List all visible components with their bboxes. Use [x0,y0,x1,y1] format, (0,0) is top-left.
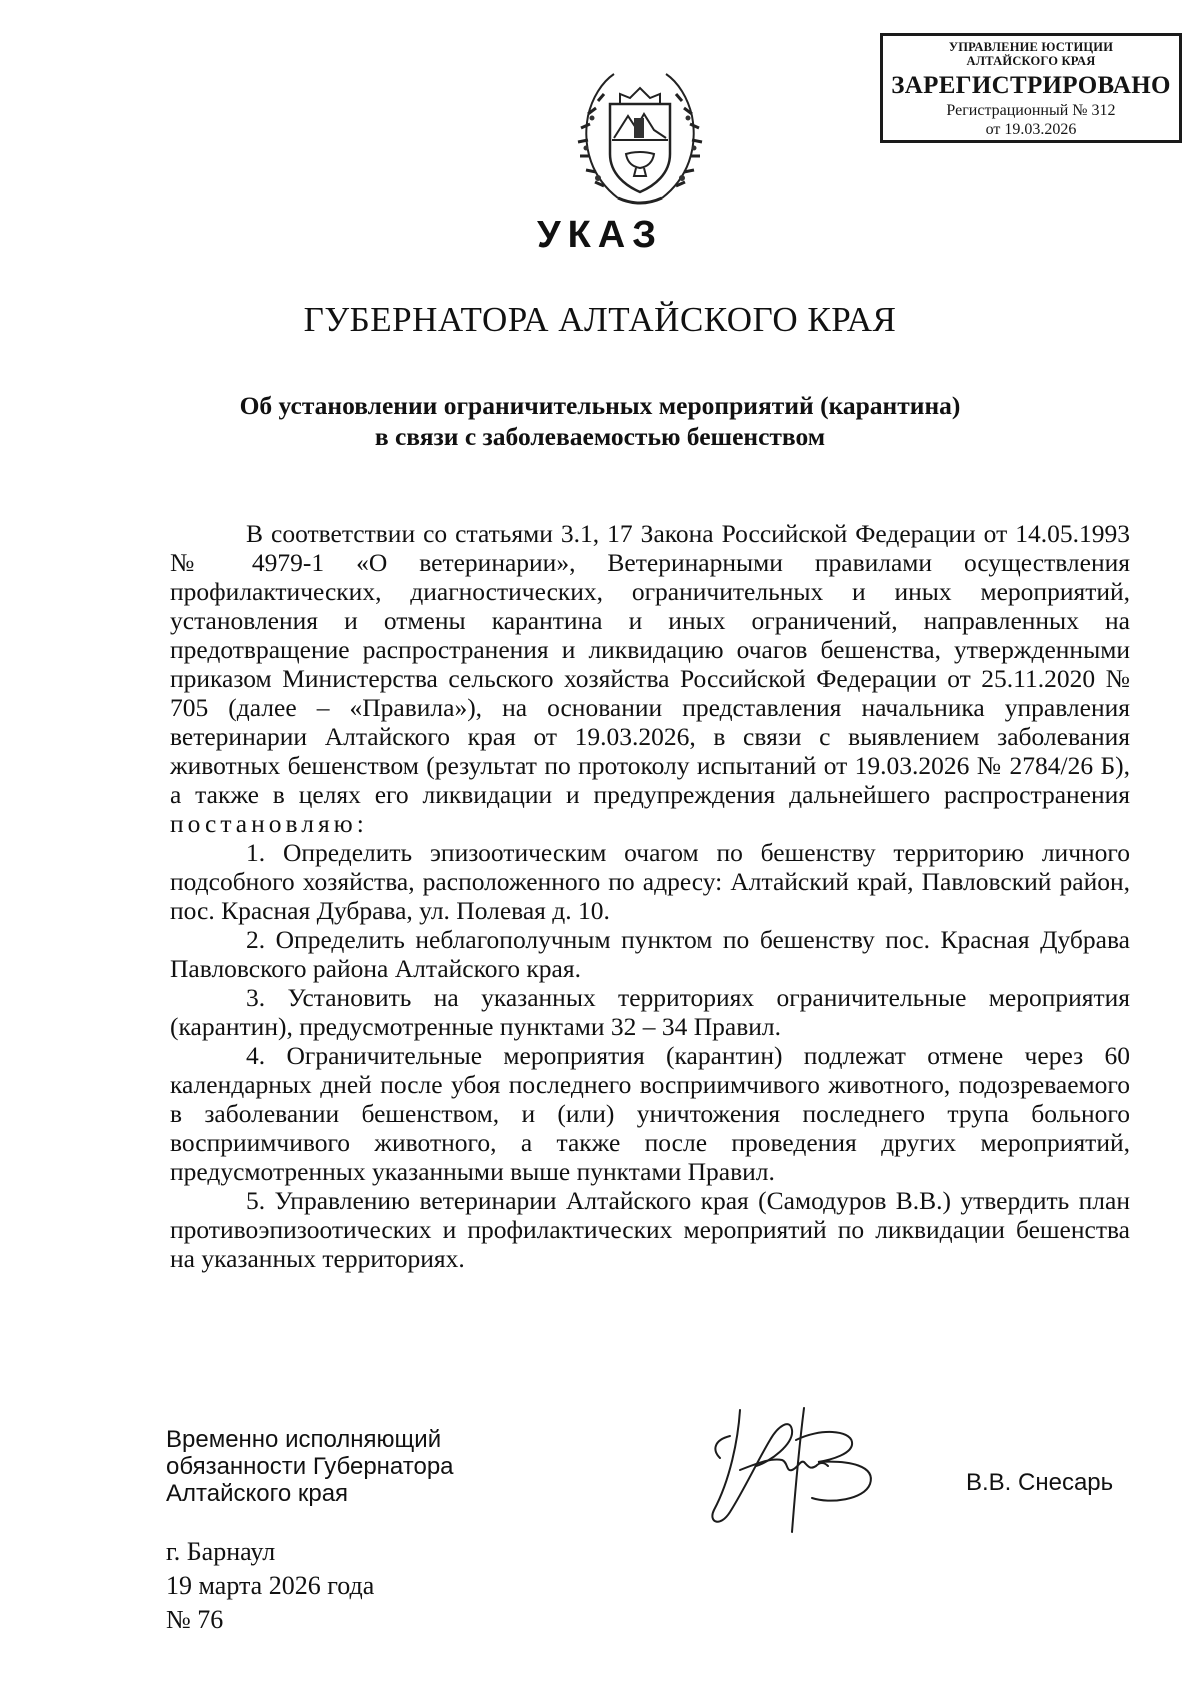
place-date-number [166,1535,374,1637]
stamp-reg-number: Регистрационный № 312 [946,102,1116,119]
item-paragraph-3: 3. Установить на указанных территориях ограничительные мероприятия (карантин), предусмотренные пунктами 32 – 34 Правил. [170,983,1130,1041]
subject-line-1: Об установлении ограничительных мероприятий (карантина) [239,391,961,420]
preamble-paragraph: В соответствии со статьями 3.1, 17 Закона Российской Федерации от 14.05.1993 № 4979-1 «О ветеринарии», Ветеринарными правилами осуществления профилактических, диагностических, ограничительных и иных мероприятий, установления и отмены карантина и иных ограничений, направленных на предотвращение распространения и ликвидацию очагов бешенства, утвержденными приказом Министерства сельского хозяйства Российской Федерации от 25.11.2020 № 705 (далее – «Правила»), на основании представления начальника управления ветеринарии Алтайского края от 19.03.2026, в связи с выявлением заболевания животных бешенством (результат по протоколу испытаний от 19.03.2026 № 2784/26 Б), а также в целях его ликвидации и предупреждения дальнейшего распространения [170,519,1130,809]
coat-of-arms-emblem [574,58,706,208]
issuer-title: ГУБЕРНАТОРА АЛТАЙСКОГО КРАЯ [303,300,897,339]
document-body [170,519,1130,1273]
item-paragraph-5: 5. Управлению ветеринарии Алтайского края (Самодуров В.В.) утвердить план противоэпизоотических и профилактических мероприятий по ликвидации бешенства на указанных территориях. [170,1186,1130,1273]
signer-name: В.В. Снесарь [966,1469,1114,1496]
document-number: № 76 [166,1605,224,1634]
stamp-org-line1: УПРАВЛЕНИЕ ЮСТИЦИИ [948,40,1114,54]
stamp-org-line2: АЛТАЙСКОГО КРАЯ [966,54,1096,68]
stamp-reg-date: от 19.03.2026 [985,121,1077,138]
registration-stamp [880,33,1182,143]
item-paragraph-4: 4. Ограничительные мероприятия (карантин) подлежат отмене через 60 календарных дней после убоя последнего восприимчивого животного, подозреваемого в заболевании бешенством, и (или) уничтожения последнего трупа больного восприимчивого животного, а также после проведения других мероприятий, предусмотренных указанными выше пунктами Правил. [170,1041,1130,1186]
signer-position [166,1426,454,1507]
item-paragraph-1: 1. Определить эпизоотическим очагом по бешенству территорию личного подсобного хозяйства, расположенного по адресу: Алтайский край, Павловский район, пос. Красная Дубрава, ул. Полевая д. 10. [170,838,1130,925]
position-line-1: Временно исполняющий [166,1426,442,1453]
item-paragraph-2: 2. Определить неблагополучным пунктом по бешенству пос. Красная Дубрава Павловского района Алтайского края. [170,925,1130,983]
position-line-2: обязанности Губернатора [166,1453,454,1480]
position-line-3: Алтайского края [166,1480,349,1507]
stamp-status: ЗАРЕГИСТРИРОВАНО [891,72,1171,99]
handwritten-signature [700,1400,910,1540]
subject-line-2: в связи с заболеваемостью бешенством [374,422,826,451]
decree-word: постановляю: [170,809,368,838]
document-type-title: УКАЗ [536,214,664,256]
document-subject [200,390,1000,452]
document-date: 19 марта 2026 года [166,1571,375,1600]
document-city: г. Барнаул [166,1537,276,1566]
